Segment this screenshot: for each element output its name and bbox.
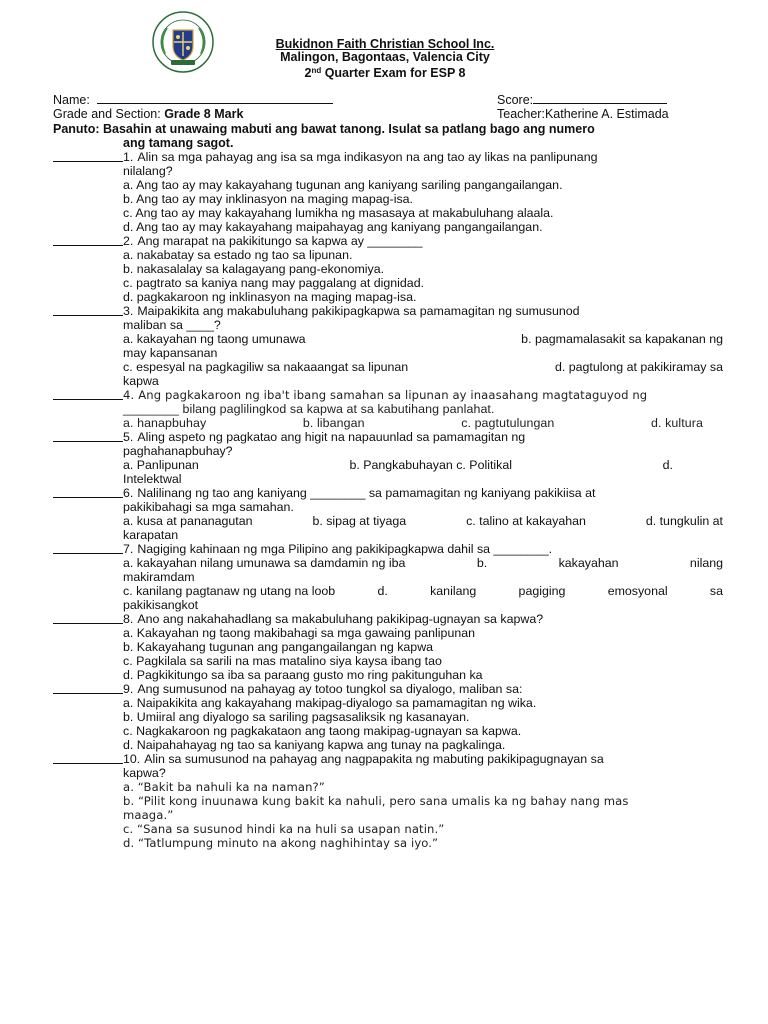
name-blank[interactable]: [97, 92, 333, 104]
question-10: 10. Alin sa sumusunod na pahayag ang nagpapakita ng mabuting pakikipagugnayan sa kapwa? a. “Bakit ba nahuli ka na naman?” b. “Pilit kong inuunawa kung bakit ka nahuli, pero sana umalis ka ng bahay nang mas maaga.” c. “Sana sa susunod hindi ka na huli sa usapan natin.” d. “Tatlumpung minuto na akong naghihintay sa iyo.”: [53, 752, 723, 850]
option-b: b. Umiiral ang diyalogo sa sariling pagsasaliksik ng kasanayan.: [123, 710, 470, 724]
option-d: d. kultura: [651, 416, 703, 430]
instructions-line1: Panuto: Basahin at unawaing mabuti ang bawat tanong. Isulat sa patlang bago ang numero: [53, 122, 595, 136]
option-a: a. kakayahan nilang umunawa sa damdamin ng iba: [123, 556, 406, 570]
school-seal-logo: [151, 10, 215, 74]
exam-header: [215, 38, 555, 80]
questions-list: [53, 150, 723, 850]
option-b: b. sipag at tiyaga: [312, 514, 407, 528]
option-c: c. Pagkilala sa sarili na mas matalino siya kaysa ibang tao: [123, 654, 442, 668]
answer-blank-8[interactable]: [53, 612, 123, 624]
option-a: a. “Bakit ba nahuli ka na naman?”: [123, 780, 325, 794]
option-d: d.: [377, 584, 388, 598]
option-b: b. Ang tao ay may inklinasyon na maging mapag-isa.: [123, 192, 413, 206]
option-a: a. Panlipunan: [123, 458, 199, 472]
answer-blank-1[interactable]: [53, 150, 123, 162]
option-d: d. “Tatlumpung minuto na akong naghihintay sa iyo.”: [123, 836, 439, 850]
option-c: c. espesyal na pagkagiliw sa nakaaangat sa lipunan: [123, 360, 409, 374]
question-7: 7. Nagiging kahinaan ng mga Pilipino ang pakikipagkapwa dahil sa ________. a. kakayahan nilang umunawa sa damdamin ng iba b. kakayahan nilang makiramdam c. kanilang pagtanaw ng utang na loob d. kanilang pagiging emosyonal sa pakikisangkot: [53, 542, 723, 612]
question-4: 4. Ang pagkakaroon ng iba't ibang samahan sa lipunan ay inaasahang magtataguyod ng ________ bilang paglilingkod sa kapwa at sa kabutihang panlahat. a. hanapbuhay b. libangan c. pagtutulungan d. kultura: [53, 388, 723, 430]
option-d-cont: karapatan: [123, 528, 179, 542]
option-d: d.: [662, 458, 673, 472]
option-d-cont: kapwa: [123, 374, 159, 388]
teacher: Teacher:Katherine A. Estimada: [497, 107, 669, 121]
option-b-cont: may kapansanan: [123, 346, 218, 360]
answer-blank-7[interactable]: [53, 542, 123, 554]
option-b-c: b. Pangkabuhayan c. Politikal: [349, 458, 512, 472]
question-8: 8. Ano ang nakahahadlang sa makabuluhang pakikipag-ugnayan sa kapwa? a. Kakayahan ng taong makibahagi sa mga gawaing panlipunan b. Kakayahang tugunan ang pangangailangan ng kapwa c. Pagkilala sa sarili na mas matalino siya kaysa ibang tao d. Pagkikitungo sa iba sa paraang gusto mo ring pakitunguhan ka: [53, 612, 723, 682]
question-9: 9. Ang sumusunod na pahayag ay totoo tungkol sa diyalogo, maliban sa: a. Naipakikita ang kakayahang makipag-diyalogo sa pamamagitan ng wika. b. Umiiral ang diyalogo sa sariling pagsasaliksik ng kasanayan. c. Nagkakaroon ng pagkakataon ang taong makipag-ugnayan sa kapwa. d. Naipahahayag ng tao sa kaniyang kapwa ang tunay na pagkalinga.: [53, 682, 723, 752]
option-d: d. Naipahahayag ng tao sa kaniyang kapwa ang tunay na pagkalinga.: [123, 738, 506, 752]
question-6: 6. Nalilinang ng tao ang kaniyang ________ sa pamamagitan ng kaniyang pakikiisa at pakikibahagi sa mga samahan. a. kusa at pananagutan b. sipag at tiyaga c. talino at kakayahan d. tungkulin at karapatan: [53, 486, 723, 542]
grade-value: Grade 8 Mark: [164, 107, 244, 121]
option-b: b. “Pilit kong inuunawa kung bakit ka nahuli, pero sana umalis ka ng bahay nang mas: [123, 794, 629, 808]
question-1: 1. Alin sa mga pahayag ang isa sa mga indikasyon na ang tao ay likas na panlipunang nilalang? a. Ang tao ay may kakayahang tugunan ang kaniyang sariling pangangailangan. b. Ang tao ay may inklinasyon na maging mapag-isa. c. Ang tao ay may kakayahang lumikha ng masasaya at makabuluhang alaala. d. Ang tao ay may kakayahang maipahayag ang kaniyang pangangailangan.: [53, 150, 723, 234]
option-d: d. tungkulin at: [645, 514, 723, 528]
option-b: b. nakasalalay sa kalagayang pang-ekonomiya.: [123, 262, 385, 276]
school-name: Bukidnon Faith Christian School Inc.: [275, 37, 495, 51]
option-b-cont: maaga.”: [123, 808, 174, 822]
option-c: c. “Sana sa susunod hindi ka na huli sa usapan natin.”: [123, 822, 445, 836]
option-c: c. Nagkakaroon ng pagkakataon ang taong makipag-ugnayan sa kapwa.: [123, 724, 522, 738]
answer-blank-10[interactable]: [53, 752, 123, 764]
answer-blank-5[interactable]: [53, 430, 123, 442]
option-a: a. Naipakikita ang kakayahang makipag-diyalogo sa pamamagitan ng wika.: [123, 696, 537, 710]
option-c: c. Ang tao ay may kakayahang lumikha ng masasaya at makabuluhang alaala.: [123, 206, 554, 220]
option-b: b. Kakayahang tugunan ang pangangailangan ng kapwa: [123, 640, 434, 654]
option-d: d. pagkakaroon ng inklinasyon na maging mapag-isa.: [123, 290, 417, 304]
score-field: [497, 92, 667, 107]
answer-blank-3[interactable]: [53, 304, 123, 316]
grade-label: Grade and Section:: [53, 107, 161, 121]
answer-blank-6[interactable]: [53, 486, 123, 498]
answer-blank-4[interactable]: [53, 388, 123, 400]
question-2: 2. Ang marapat na pakikitungo sa kapwa ay ________ a. nakabatay sa estado ng tao sa lipunan. b. nakasalalay sa kalagayang pang-ekonomiya. c. pagtrato sa kaniya nang may paggalang at dignidad. d. pagkakaroon ng inklinasyon na maging mapag-isa.: [53, 234, 723, 304]
question-5: 5. Aling aspeto ng pagkatao ang higit na napauunlad sa pamamagitan ng paghahanapbuhay? a. Panlipunan b. Pangkabuhayan c. Politikal d. Intelektwal: [53, 430, 723, 486]
option-a: a. hanapbuhay: [123, 416, 207, 430]
score-blank[interactable]: [533, 92, 667, 104]
exam-title: 2nd Quarter Exam for ESP 8: [304, 66, 466, 80]
option-c: c. pagtutulungan: [461, 416, 555, 430]
answer-blank-2[interactable]: [53, 234, 123, 246]
grade-section: [53, 107, 243, 121]
name-field: [53, 92, 333, 107]
option-a: a. kakayahan ng taong umunawa: [123, 332, 306, 346]
option-c: c. pagtrato sa kaniya nang may paggalang at dignidad.: [123, 276, 425, 290]
score-label: Score:: [497, 93, 534, 107]
instructions-line2: ang tamang sagot.: [123, 136, 234, 150]
option-b: b. libangan: [302, 416, 365, 430]
option-c: c. kanilang pagtanaw ng utang na loob: [123, 584, 336, 598]
name-label: Name:: [53, 93, 90, 107]
option-d: d. Pagkikitungo sa iba sa paraang gusto mo ring pakitunguhan ka: [123, 668, 483, 682]
option-b: b.: [476, 556, 488, 570]
answer-blank-9[interactable]: [53, 682, 123, 694]
question-3: 3. Maipakikita ang makabuluhang pakikipagkapwa sa pamamagitan ng sumusunod maliban sa ____? a. kakayahan ng taong umunawa b. pagmamalasakit sa kapakanan ng may kapansanan c. espesyal na pagkagiliw sa nakaaangat sa lipunan d. pagtulong at pakikiramay sa kapwa: [53, 304, 723, 388]
option-d: d. pagtulong at pakikiramay sa: [554, 360, 723, 374]
option-c: c. talino at kakayahan: [466, 514, 586, 528]
option-a: a. nakabatay sa estado ng tao sa lipunan.: [123, 248, 353, 262]
option-a: a. kusa at pananagutan: [123, 514, 253, 528]
option-d-cont: pakikisangkot: [123, 598, 199, 612]
option-b-cont: makiramdam: [123, 570, 195, 584]
option-a: a. Kakayahan ng taong makibahagi sa mga gawaing panlipunan: [123, 626, 476, 640]
option-d-cont: Intelektwal: [123, 472, 182, 486]
option-b: b. pagmamalasakit sa kapakanan ng: [521, 332, 723, 346]
school-address: Malingon, Bagontaas, Valencia City: [280, 50, 490, 64]
option-a: a. Ang tao ay may kakayahang tugunan ang kaniyang sariling pangangailangan.: [123, 178, 563, 192]
option-d: d. Ang tao ay may kakayahang maipahayag ang kaniyang pangangailangan.: [123, 220, 543, 234]
